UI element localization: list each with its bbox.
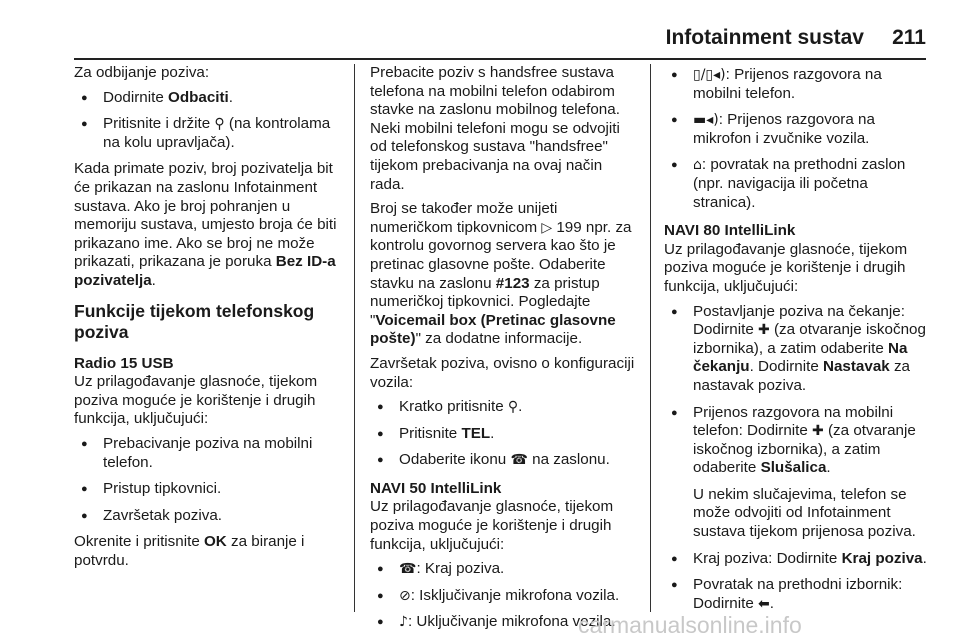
paragraph: Broj se također može unijeti numeričkom tipkovnicom ▷ 199 npr. za kontrolu govornog servera kao što je pretinac glasovne pošte. Odaberite stavku na zaslonu #123 za pristup numeričkoj tipkovnici. Pogledajte "Voicemail box (Pretinac glasovne pošte)" za dodatne informacije. [370,200,632,348]
subsection-heading: NAVI 80 IntelliLink [664,222,796,240]
list-item: ● ♪: Uključivanje mikrofona vozila. [370,613,640,632]
back-arrow-icon: ⬅ [758,595,770,612]
column-1 [74,64,344,576]
column-divider [354,64,355,612]
mic-on-icon: ♪ [399,614,408,631]
reference-arrow-icon: ▷ [541,219,553,236]
list-item: ● Prebacivanje poziva na mobilni telefon. [74,435,344,472]
column-3 [664,64,930,621]
note: U nekim slučajevima, telefon se može odvojiti od Infotainment sustava tijekom prijenosa poziva. [693,485,916,541]
paragraph: Uz prilagođavanje glasnoće, tijekom poziva moguće je korištenje i drugih funkcija, uključujući: [74,373,318,428]
plus-icon: ✚ [812,423,824,440]
list-item: ● ⊘: Isključivanje mikrofona vozila. [370,587,640,606]
paragraph: Uz prilagođavanje glasnoće, tijekom poziva moguće je korištenje i drugih funkcija, uključujući: [370,498,614,553]
list-item: ● ▯/▯◂): Prijenos razgovora na mobilni telefon. [664,66,930,103]
column-2 [370,64,640,640]
plus-icon: ✚ [758,322,770,339]
list-item: ● Pritisnite i držite ⚲ (na kontrolama na kolu upravljača). [74,115,344,152]
list-item: ● Kraj poziva: Dodirnite Kraj poziva. [664,550,930,569]
list-item: ● Pristup tipkovnici. [74,480,344,499]
header-rule [74,58,926,60]
list-item: ● Dodirnite Odbaciti. [74,89,344,108]
list-item: ● ▬◂): Prijenos razgovora na mikrofon i zvučnike vozila. [664,111,930,148]
bullet-list [664,66,930,212]
list-item: ● Prijenos razgovora na mobilni telefon: Dodirnite ✚ (za otvaranje iskočnog izbornika), a zatim odaberite Slušalica. U nekim slučajevima, telefon se može odvojiti od Infotainment sustava tijekom prijenosa poziva. [664,404,930,542]
list-item: ● ⌂: povratak na prethodni zaslon (npr. navigacija ili početna stranica). [664,156,930,212]
column-divider [650,64,651,612]
steering-mute-icon: ⚲ [214,116,225,133]
section-heading: Funkcije tijekom telefonskog poziva [74,300,315,342]
header-title: Infotainment sustav [665,26,864,49]
paragraph: Prebacite poziv s handsfree sustava telefona na mobilni telefon odabirom stavke na zaslonu mobilnog telefona. Neki mobilni telefoni mogu se odvojiti od telefonskog sustava "handsfree" tijekom prebacivanja na ovaj način rada. [370,64,620,193]
phone-transfer-icon: ▯/▯◂) [693,67,726,83]
bullet-list [370,398,640,470]
home-icon: ⌂ [693,157,702,174]
paragraph: Okrenite i pritisnite OK za biranje i potvrdu. [74,533,305,569]
bullet-list [74,89,344,153]
list-item: ● ☎: Kraj poziva. [370,560,640,579]
page-header [74,26,926,58]
list-item: ● Pritisnite TEL. [370,425,640,444]
watermark: carmanualsonline.info [578,612,802,638]
list-item: ● Završetak poziva. [74,507,344,526]
bullet-list [664,303,930,614]
steering-mute-icon: ⚲ [507,399,519,416]
bullet-list [74,435,344,525]
hangup-icon: ☎ [510,452,528,469]
subsection-heading: Radio 15 USB [74,354,174,372]
paragraph: Kada primate poziv, broj pozivatelja bit će prikazan na zaslonu Infotainment sustava. Ako je broj pohranjen u memoriju sustava, umjesto broja će biti prikazano ime. Ako se broj ne može prikazati, prikazana je poruka Bez ID-a pozivatelja. [74,160,337,289]
paragraph: Uz prilagođavanje glasnoće, tijekom poziva moguće je korištenje i drugih funkcija, uključujući: [664,240,908,295]
list-item: ● Postavljanje poziva na čekanje: Dodirnite ✚ (za otvaranje iskočnog izbornika), a zatim odaberite Na čekanju. Dodirnite Nastavak za nastavak poziva. [664,303,930,396]
paragraph: Za odbijanje poziva: [74,64,210,81]
list-item: ● Odaberite ikonu ☎ na zaslonu. [370,451,640,470]
hangup-icon: ☎ [399,561,417,578]
subsection-heading: NAVI 50 IntelliLink [370,479,502,497]
page-number: 211 [892,26,926,49]
paragraph: Završetak poziva, ovisno o konfiguraciji vozila: [370,354,635,391]
mic-off-icon: ⊘ [399,587,411,604]
list-item: ● Povratak na prethodni izbornik: Dodirnite ⬅. [664,576,930,613]
car-speaker-icon: ▬◂) [693,112,719,129]
list-item: ● Kratko pritisnite ⚲. [370,398,640,417]
